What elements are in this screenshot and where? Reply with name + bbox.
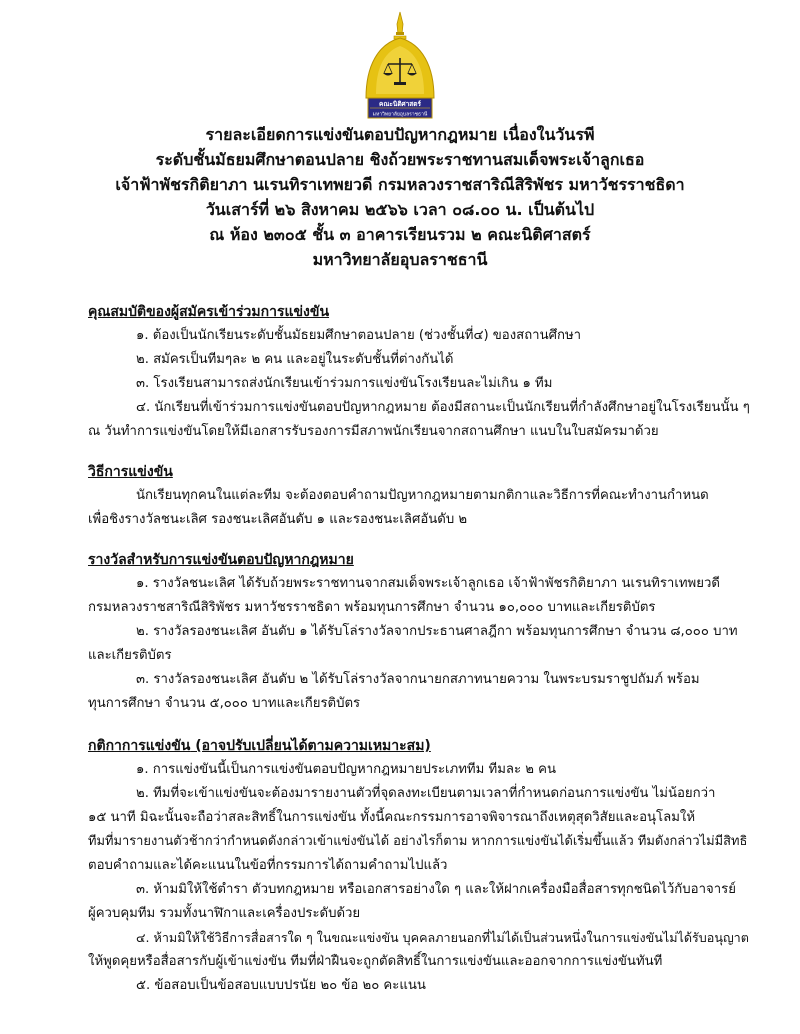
document-header — [60, 122, 740, 272]
prize-item: ๑. รางวัลชนะเลิศ ได้รับถ้วยพระราชทานจากสมเด็จพระเจ้าลูกเธอ เจ้าฟ้าพัชรกิติยาภา นเรนทิราเทพยวดี — [136, 576, 720, 591]
svg-text:คณะนิติศาสตร์: คณะนิติศาสตร์ — [379, 100, 421, 108]
prize-item-continued: กรมหลวงราชสาริณีสิริพัชร มหาวัชรราชธิดา พร้อมทุนการศึกษา จำนวน ๑๐,๐๐๐ บาทและเกียรติบัตร — [88, 600, 656, 615]
rule-item: ๒. ทีมที่จะเข้าแข่งขันจะต้องมารายงานตัวที่จุดลงทะเบียนตามเวลาที่กำหนดก่อนการแข่งขัน ไม่น้อยกว่า — [136, 786, 716, 801]
faculty-logo-icon — [358, 10, 442, 120]
rule-item: ๓. ห้ามมิให้ใช้ตำรา ตัวบทกฎหมาย หรือเอกสารอย่างใด ๆ และให้ฝากเครื่องมือสื่อสารทุกชนิดไว้กับอาจารย์ — [136, 882, 736, 897]
qualification-item: ๒. สมัครเป็นทีมๆละ ๒ คน และอยู่ในระดับชั้นที่ต่างกันได้ — [136, 352, 454, 367]
header-line-date: วันเสาร์ที่ ๒๖ สิงหาคม ๒๕๖๖ เวลา ๐๘.๐๐ น. เป็นต้นไป — [205, 200, 595, 219]
qualifications-heading: คุณสมบัติของผู้สมัครเข้าร่วมการแข่งขัน — [88, 304, 330, 320]
rules-heading — [88, 734, 760, 758]
rules-heading-note: (อาจปรับเปลี่ยนได้ตามความเหมาะสม) — [190, 738, 431, 754]
header-line-princess: เจ้าฟ้าพัชรกิติยาภา นเรนทิราเทพยวดี กรมหลวงราชสาริณีสิริพัชร มหาวัชรราชธิดา — [115, 175, 685, 194]
rules-section — [88, 734, 760, 998]
rule-item-continued: ๑๕ นาที มิฉะนั้นจะถือว่าสละสิทธิ์ในการแข่งขัน ทั้งนี้คณะกรรมการอาจพิจารณาถึงเหตุสุดวิสัยและอนุโลมให้ — [88, 810, 696, 825]
qualification-item: ๓. โรงเรียนสามารถส่งนักเรียนเข้าร่วมการแข่งขันโรงเรียนละไม่เกิน ๑ ทีม — [136, 376, 553, 391]
qualifications-section — [88, 300, 760, 444]
method-heading: วิธีการแข่งขัน — [88, 464, 173, 480]
rule-item: ๕. ข้อสอบเป็นข้อสอบแบบปรนัย ๒๐ ข้อ ๒๐ คะแนน — [136, 978, 426, 993]
prize-item: ๓. รางวัลรองชนะเลิศ อันดับ ๒ ได้รับโล่รางวัลจากนายกสภาทนายความ ในพระบรมราชูปถัมภ์ พร้อม — [136, 672, 700, 687]
rule-item-continued: ผู้ควบคุมทีม รวมทั้งนาฬิกาและเครื่องประดับด้วย — [88, 906, 361, 921]
prize-item-continued: และเกียรติบัตร — [88, 648, 172, 663]
header-line-room: ณ ห้อง ๒๓๐๕ ชั้น ๓ อาคารเรียนรวม ๒ คณะนิติศาสตร์ — [209, 225, 591, 244]
header-line-level: ระดับชั้นมัธยมศึกษาตอนปลาย ชิงถ้วยพระราชทานสมเด็จพระเจ้าลูกเธอ — [155, 150, 645, 169]
rule-item: ๔. ห้ามมิให้ใช้วิธีการสื่อสารใด ๆ ในขณะแข่งขัน บุคคลภายนอกที่ไม่ได้เป็นส่วนหนึ่งในการแข่งขันไม่ได้รับอนุญาต — [136, 930, 749, 945]
prizes-heading: รางวัลสำหรับการแข่งขันตอบปัญหากฎหมาย — [88, 552, 354, 568]
method-text: นักเรียนทุกคนในแต่ละทีม จะต้องตอบคำถามปัญหากฎหมายตามกติกาและวิธีการที่คณะทำงานกำหนด — [136, 488, 709, 503]
rule-item-continued: ตอบคำถามและได้คะแนนในข้อที่กรรมการได้ถามคำถามไปแล้ว — [88, 858, 448, 873]
rule-item-continued: ทีมที่มารายงานตัวช้ากว่ากำหนดดังกล่าวเข้าแข่งขันได้ อย่างไรก็ตาม หากการแข่งขันได้เริ่มขึ้นแล้ว ทีมดังกล่าวไม่มีสิทธิ — [88, 834, 748, 849]
rule-item-continued: ให้พูดคุยหรือสื่อสารกับผู้เข้าแข่งขัน ทีมที่ฝ่าฝืนจะถูกตัดสิทธิ์ในการแข่งขันและออกจากการแข่งขันทันที — [88, 954, 663, 969]
prize-item: ๒. รางวัลรองชนะเลิศ อันดับ ๑ ได้รับโล่รางวัลจากประธานศาลฎีกา พร้อมทุนการศึกษา จำนวน ๘,๐๐๐ บาท — [136, 624, 738, 639]
qualification-item-continued: ณ วันทำการแข่งขันโดยให้มีเอกสารรับรองการมีสภาพนักเรียนจากสถานศึกษา แนบในใบสมัครมาด้วย — [88, 424, 659, 439]
rule-item: ๑. การแข่งขันนี้เป็นการแข่งขันตอบปัญหากฎหมายประเภททีม ทีมละ ๒ คน — [136, 762, 556, 777]
header-line-university: มหาวิทยาลัยอุบลราชธานี — [312, 250, 488, 269]
qualification-item: ๑. ต้องเป็นนักเรียนระดับชั้นมัธยมศึกษาตอนปลาย (ช่วงชั้นที่๔) ของสถานศึกษา — [136, 328, 582, 343]
header-title: รายละเอียดการแข่งขันตอบปัญหากฎหมาย เนื่องในวันรพี — [205, 125, 595, 144]
qualification-item: ๔. นักเรียนที่เข้าร่วมการแข่งขันตอบปัญหากฎหมาย ต้องมีสถานะเป็นนักเรียนที่กำลังศึกษาอยู่ในโรงเรียนนั้น ๆ — [136, 400, 750, 415]
method-text-continued: เพื่อชิงรางวัลชนะเลิศ รองชนะเลิศอันดับ ๑ และรองชนะเลิศอันดับ ๒ — [88, 512, 468, 527]
prizes-section — [88, 548, 760, 716]
method-section — [88, 460, 760, 532]
svg-text:มหาวิทยาลัยอุบลราชธานี: มหาวิทยาลัยอุบลราชธานี — [372, 111, 428, 118]
rules-heading-title: กติกาการแข่งขัน — [88, 738, 191, 754]
prize-item-continued: ทุนการศึกษา จำนวน ๕,๐๐๐ บาทและเกียรติบัตร — [88, 696, 361, 711]
